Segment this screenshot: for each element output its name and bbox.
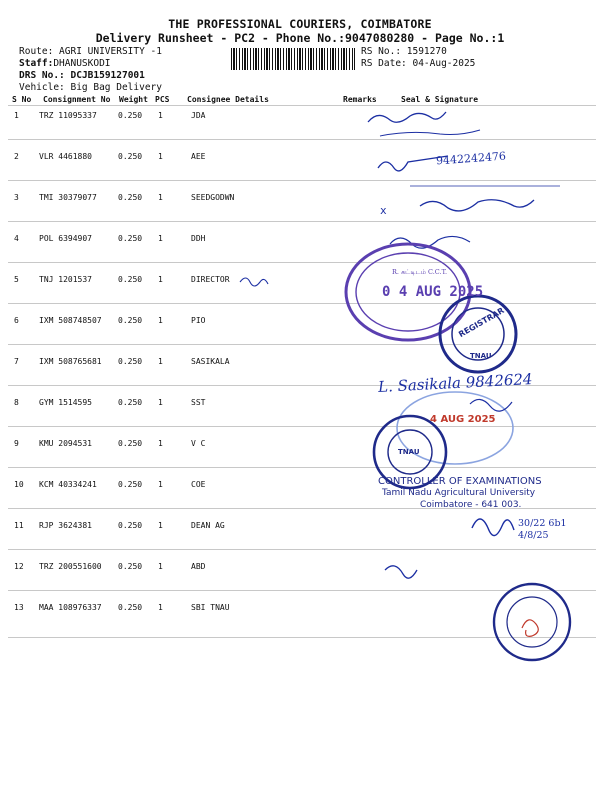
row-consignment: TMI 30379077: [39, 193, 97, 202]
col-consignee: Consignee Details: [187, 95, 269, 104]
signature-row12: [385, 566, 417, 578]
row-weight: 0.250: [118, 193, 143, 202]
registrar-stamp-text: REGISTRAR: [457, 305, 506, 340]
row-sno: 1: [14, 111, 19, 120]
row-consignment: POL 6394907: [39, 234, 92, 243]
signature-row3: [420, 200, 534, 211]
bank-stamp-outer: [494, 584, 570, 660]
drs-label: DRS No.:: [19, 70, 65, 81]
registrar-stamp-tnau: TNAU: [470, 352, 492, 360]
row-consignment: IXM 508765681: [39, 357, 102, 366]
row-consignee: PIO: [191, 316, 206, 325]
row-pcs: 1: [158, 152, 163, 161]
row-consignment: TRZ 11095337: [39, 111, 97, 120]
cct-label: R. கட்டிடம் C.C.T.: [392, 268, 448, 276]
row-pcs: 1: [158, 111, 163, 120]
bank-stamp-inner: [507, 597, 557, 647]
row-weight: 0.250: [118, 357, 143, 366]
col-remarks: Remarks: [343, 95, 377, 104]
row-pcs: 1: [158, 357, 163, 366]
row11-handwritten-note: 30/22 6b1 4/8/25: [518, 518, 567, 541]
row-pcs: 1: [158, 480, 163, 489]
row-consignee: SASIKALA: [191, 357, 230, 366]
row-weight: 0.250: [118, 398, 143, 407]
row-pcs: 1: [158, 603, 163, 612]
row-sno: 12: [14, 562, 24, 571]
rs-number: RS No.: 1591270: [361, 46, 447, 57]
row-weight: 0.250: [118, 562, 143, 571]
runsheet-title: Delivery Runsheet - PC2 - Phone No.:9047080280 - Page No.:1: [95, 31, 505, 45]
tnac-stamp-text: TNAU: [398, 448, 420, 456]
row-consignee: AEE: [191, 152, 206, 161]
coe-stamp-line2: Tamil Nadu Agricultural University: [382, 488, 536, 498]
signature-row1-underline: [380, 130, 480, 136]
row-sno: 8: [14, 398, 19, 407]
col-sno: S No: [12, 95, 32, 104]
row-pcs: 1: [158, 275, 163, 284]
row-consignment: VLR 4461880: [39, 152, 92, 161]
row-consignee: V C: [191, 439, 206, 448]
row-weight: 0.250: [118, 521, 143, 530]
row-pcs: 1: [158, 562, 163, 571]
staff-value: DHANUSKODI: [53, 58, 111, 69]
signature-row11: [472, 519, 514, 536]
row-sno: 2: [14, 152, 19, 161]
bank-stamp-mark: [522, 620, 538, 637]
col-pcs: PCS: [155, 95, 170, 104]
row-sno: 7: [14, 357, 19, 366]
row-consignee: JDA: [191, 111, 206, 120]
row-consignment: TNJ 1201537: [39, 275, 92, 284]
row-pcs: 1: [158, 193, 163, 202]
row-weight: 0.250: [118, 234, 143, 243]
signature-director: [240, 278, 268, 286]
row-sno: 4: [14, 234, 19, 243]
coe-stamp-line1: CONTROLLER OF EXAMINATIONS: [378, 476, 542, 487]
row-pcs: 1: [158, 316, 163, 325]
row-consignment: KMU 2094531: [39, 439, 92, 448]
row-pcs: 1: [158, 439, 163, 448]
row-weight: 0.250: [118, 480, 143, 489]
col-seal-signature: Seal & Signature: [401, 95, 479, 104]
row-sno: 11: [14, 521, 24, 530]
row-consignment: IXM 508748507: [39, 316, 102, 325]
staff-label: Staff:: [19, 58, 54, 69]
row-weight: 0.250: [118, 316, 143, 325]
col-consignment: Consignment No: [43, 95, 111, 104]
row-consignee: SST: [191, 398, 206, 407]
row-sno: 3: [14, 193, 19, 202]
mini-date-stamp: 4 AUG 2025: [430, 414, 496, 425]
drs-value: DCJB159127001: [70, 70, 145, 81]
row-consignment: TRZ 200551600: [39, 562, 102, 571]
row-consignee: ABD: [191, 562, 206, 571]
row-consignee: SEEDGODWN: [191, 193, 235, 202]
row-sno: 10: [14, 480, 24, 489]
row-pcs: 1: [158, 521, 163, 530]
row-sno: 9: [14, 439, 19, 448]
row-pcs: 1: [158, 234, 163, 243]
vehicle-label: Vehicle: Big Bag Delivery: [19, 82, 162, 93]
row-consignee: COE: [191, 480, 206, 489]
date-stamp-text: 0 4 AUG 2025: [382, 284, 484, 300]
signature-sasikala: L. Sasikala 9842624: [377, 369, 533, 397]
row-weight: 0.250: [118, 603, 143, 612]
row-consignment: KCM 40334241: [39, 480, 97, 489]
row-consignee: DIRECTOR: [191, 275, 230, 284]
signature-phone: 9442242476: [435, 149, 507, 168]
row-sno: 6: [14, 316, 19, 325]
row-weight: 0.250: [118, 275, 143, 284]
x-mark: x: [380, 204, 387, 217]
rs-date: RS Date: 04-Aug-2025: [361, 58, 476, 69]
row-pcs: 1: [158, 398, 163, 407]
row-weight: 0.250: [118, 152, 143, 161]
row-consignee: DDH: [191, 234, 206, 243]
row-sno: 13: [14, 603, 24, 612]
row-consignee: DEAN AG: [191, 521, 225, 530]
route-label: Route: AGRI UNIVERSITY -1: [19, 46, 162, 57]
row-sno: 5: [14, 275, 19, 284]
row-consignment: MAA 108976337: [39, 603, 102, 612]
coe-stamp-line3: Coimbatore - 641 003.: [420, 500, 522, 510]
company-title: THE PROFESSIONAL COURIERS, COIMBATORE: [168, 17, 432, 31]
row-consignment: GYM 1514595: [39, 398, 92, 407]
row-weight: 0.250: [118, 111, 143, 120]
signature-row1: [368, 112, 446, 122]
row-consignment: RJP 3624381: [39, 521, 92, 530]
row-consignee: SBI TNAU: [191, 603, 230, 612]
col-weight: Weight: [119, 95, 148, 104]
row-weight: 0.250: [118, 439, 143, 448]
